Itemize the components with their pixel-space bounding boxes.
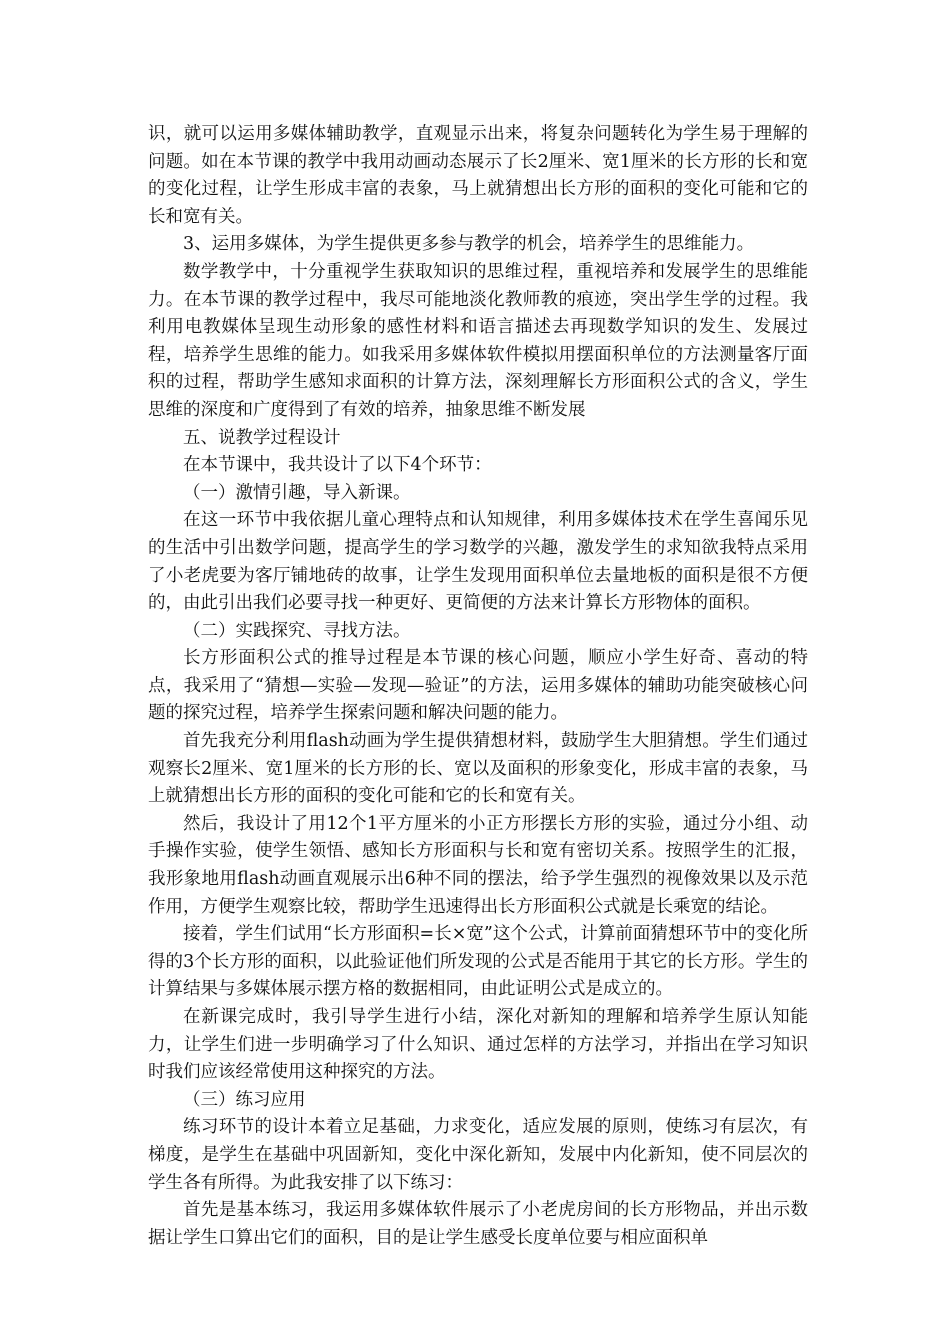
- subheading-2: （二）实践探究、寻找方法。: [183, 620, 411, 641]
- paragraph-thinking: 数学教学中，十分重视学生获取知识的思维过程，重视培养和发展学生的思维能力。在本节课的教学过程中，我尽可能地淡化教师教的痕迹，突出学生学的过程。我利用电教媒体呈现生动形象的感性材料和语言描述去再现数学知识的发生、发展过程，培养学生思维的能力。如我采用多媒体软件模拟用摆面积单位的方法测量客厅面积的过程，帮助学生感知求面积的计算方法，深刻理解长方形面积公式的含义，学生思维的深度和广度得到了有效的培养，抽象思维不断发展: [148, 261, 808, 420]
- document-body: [148, 121, 808, 1252]
- subheading-1: （一）激情引趣，导入新课。: [183, 482, 411, 503]
- paragraph-experiment: 然后，我设计了用12个1平方厘米的小正方形摆长方形的实验，通过分小组、动手操作实验，使学生领悟、感知长方形面积与长和宽有密切关系。按照学生的汇报，我形象地用flash动画直观展示出6种不同的摆法，给予学生强烈的视像效果以及示范作用，方便学生观察比较，帮助学生迅速得出长方形面积公式就是长乘宽的结论。: [148, 813, 808, 917]
- paragraph-summary: 在新课完成时，我引导学生进行小结，深化对新知的理解和培养学生原认知能力，让学生们进一步明确学习了什么知识、通过怎样的方法学习，并指出在学习知识时我们应该经常使用这种探究的方法。: [148, 1007, 808, 1083]
- paragraph-continuation: 识，就可以运用多媒体辅助教学，直观显示出来，将复杂问题转化为学生易于理解的问题。如在本节课的教学中我用动画动态展示了长2厘米、宽1厘米的长方形的长和宽的变化过程，让学生形成丰富的表象，马上就猜想出长方形的面积的变化可能和它的长和宽有关。: [148, 124, 808, 227]
- section-heading-5: 五、说教学过程设计: [183, 427, 341, 448]
- paragraph-verify: 接着，学生们试用“长方形面积=长×宽”这个公式，计算前面猜想环节中的变化所得的3个长方形的面积，以此验证他们所发现的公式是否能用于其它的长方形。学生的计算结果与多媒体展示摆方格的数据相同，由此证明公式是成立的。: [148, 924, 808, 1000]
- paragraph-practice: 练习环节的设计本着立足基础，力求变化，适应发展的原则，使练习有层次，有梯度，是学生在基础中巩固新知，变化中深化新知，发展中内化新知，使不同层次的学生各有所得。为此我安排了以下练习：: [148, 1117, 808, 1193]
- paragraph-intro: 在本节课中，我共设计了以下4个环节：: [183, 455, 492, 476]
- paragraph-basic-practice: 首先是基本练习，我运用多媒体软件展示了小老虎房间的长方形物品，并出示数据让学生口算出它们的面积，目的是让学生感受长度单位要与相应面积单: [148, 1200, 808, 1248]
- paragraph-flash: 首先我充分利用flash动画为学生提供猜想材料，鼓励学生大胆猜想。学生们通过观察长2厘米、宽1厘米的长方形的长、宽以及面积的形象变化，形成丰富的表象，马上就猜想出长方形的面积的变化可能和它的长和宽有关。: [148, 731, 808, 807]
- subheading-3: （三）练习应用: [183, 1089, 306, 1110]
- paragraph-stage-1: 在这一环节中我依据儿童心理特点和认知规律，利用多媒体技术在学生喜闻乐见的生活中引出数学问题，提高学生的学习数学的兴趣，激发学生的求知欲我特点采用了小老虎要为客厅铺地砖的故事，让学生发现用面积单位去量地板的面积是很不方便的，由此引出我们必要寻找一种更好、更简便的方法来计算长方形物体的面积。: [148, 510, 808, 614]
- paragraph-stage-2: 长方形面积公式的推导过程是本节课的核心问题，顺应小学生好奇、喜动的特点，我采用了“猜想—实验—发现—验证”的方法，运用多媒体的辅助功能突破核心问题的探究过程，培养学生探索问题和解决问题的能力。: [148, 648, 808, 724]
- paragraph-point-3: 3、运用多媒体，为学生提供更多参与教学的机会，培养学生的思维能力。: [183, 234, 755, 255]
